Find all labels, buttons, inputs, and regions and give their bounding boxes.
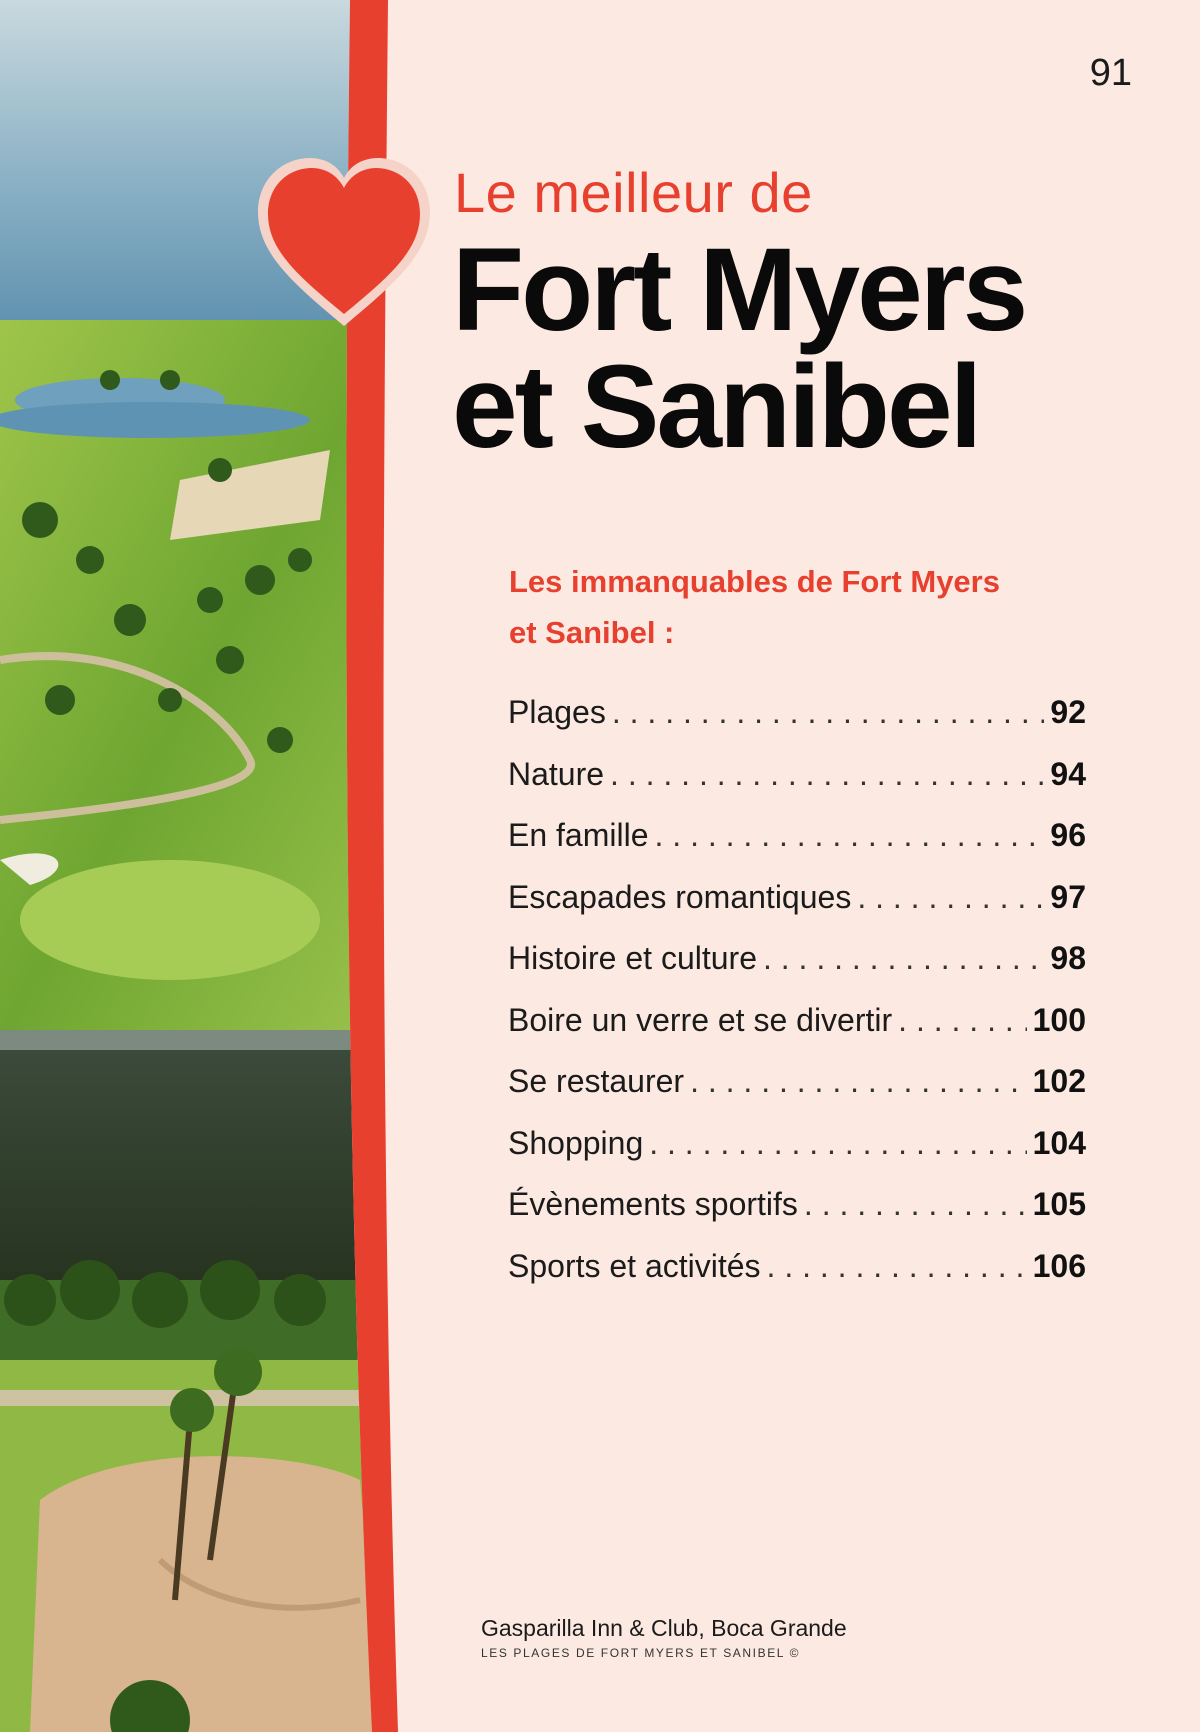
toc-item[interactable] (508, 817, 1086, 879)
photo-caption: Gasparilla Inn & Club, Boca Grande (481, 1615, 847, 1641)
toc-item[interactable] (508, 694, 1086, 756)
title-line-1: Fort Myers (452, 224, 1026, 356)
toc-item-page: 92 (1050, 694, 1086, 730)
toc-item[interactable] (508, 1063, 1086, 1125)
toc-item[interactable] (508, 940, 1086, 1002)
toc-item[interactable] (508, 1248, 1086, 1310)
toc-leader-dots (763, 940, 1044, 977)
toc-item-label: En famille (508, 817, 649, 853)
toc-item-label: Plages (508, 694, 606, 730)
toc-item-page: 104 (1032, 1124, 1086, 1161)
toc-item-page: 98 (1050, 940, 1086, 976)
toc-item-page: 100 (1032, 1001, 1086, 1038)
section-heading (509, 556, 1069, 658)
toc-item[interactable] (508, 879, 1086, 941)
photo-credit: LES PLAGES DE FORT MYERS ET SANIBEL © (481, 1646, 801, 1660)
toc-item-page: 106 (1032, 1247, 1086, 1284)
toc-item-label: Sports et activités (508, 1247, 761, 1284)
table-of-contents (508, 694, 1086, 1309)
pretitle: Le meilleur de (454, 161, 813, 224)
toc-leader-dots (898, 1002, 1026, 1039)
page-title (452, 224, 1026, 473)
toc-item-label: Escapades romantiques (508, 878, 852, 915)
toc-item-label: Nature (508, 755, 605, 792)
page-number: 91 (1089, 52, 1132, 94)
section-heading-line-2: et Sanibel : (509, 615, 675, 650)
heart-icon (254, 154, 434, 334)
toc-item-page: 96 (1050, 817, 1086, 853)
toc-item-page: 102 (1032, 1063, 1086, 1099)
toc-leader-dots (767, 1248, 1027, 1285)
toc-leader-dots (690, 1063, 1027, 1100)
toc-item-label: Shopping (508, 1124, 644, 1161)
toc-leader-dots (804, 1186, 1027, 1223)
toc-item[interactable] (508, 756, 1086, 818)
toc-item[interactable] (508, 1125, 1086, 1187)
toc-item-page: 97 (1050, 878, 1086, 915)
title-line-2: et Sanibel (452, 341, 980, 473)
toc-leader-dots (612, 694, 1045, 731)
toc-item[interactable] (508, 1186, 1086, 1248)
section-heading-line-1: Les immanquables de Fort Myers (509, 564, 1000, 599)
toc-leader-dots (610, 756, 1044, 793)
toc-item-label: Histoire et culture (508, 940, 757, 976)
toc-leader-dots (857, 879, 1044, 916)
toc-leader-dots (655, 817, 1045, 854)
toc-item-page: 94 (1050, 755, 1086, 792)
toc-item[interactable] (508, 1002, 1086, 1064)
toc-leader-dots (649, 1125, 1026, 1162)
toc-item-label: Se restaurer (508, 1063, 685, 1099)
toc-item-label: Boire un verre et se divertir (508, 1001, 893, 1038)
toc-item-label: Évènements sportifs (508, 1186, 798, 1222)
toc-item-page: 105 (1032, 1186, 1086, 1222)
